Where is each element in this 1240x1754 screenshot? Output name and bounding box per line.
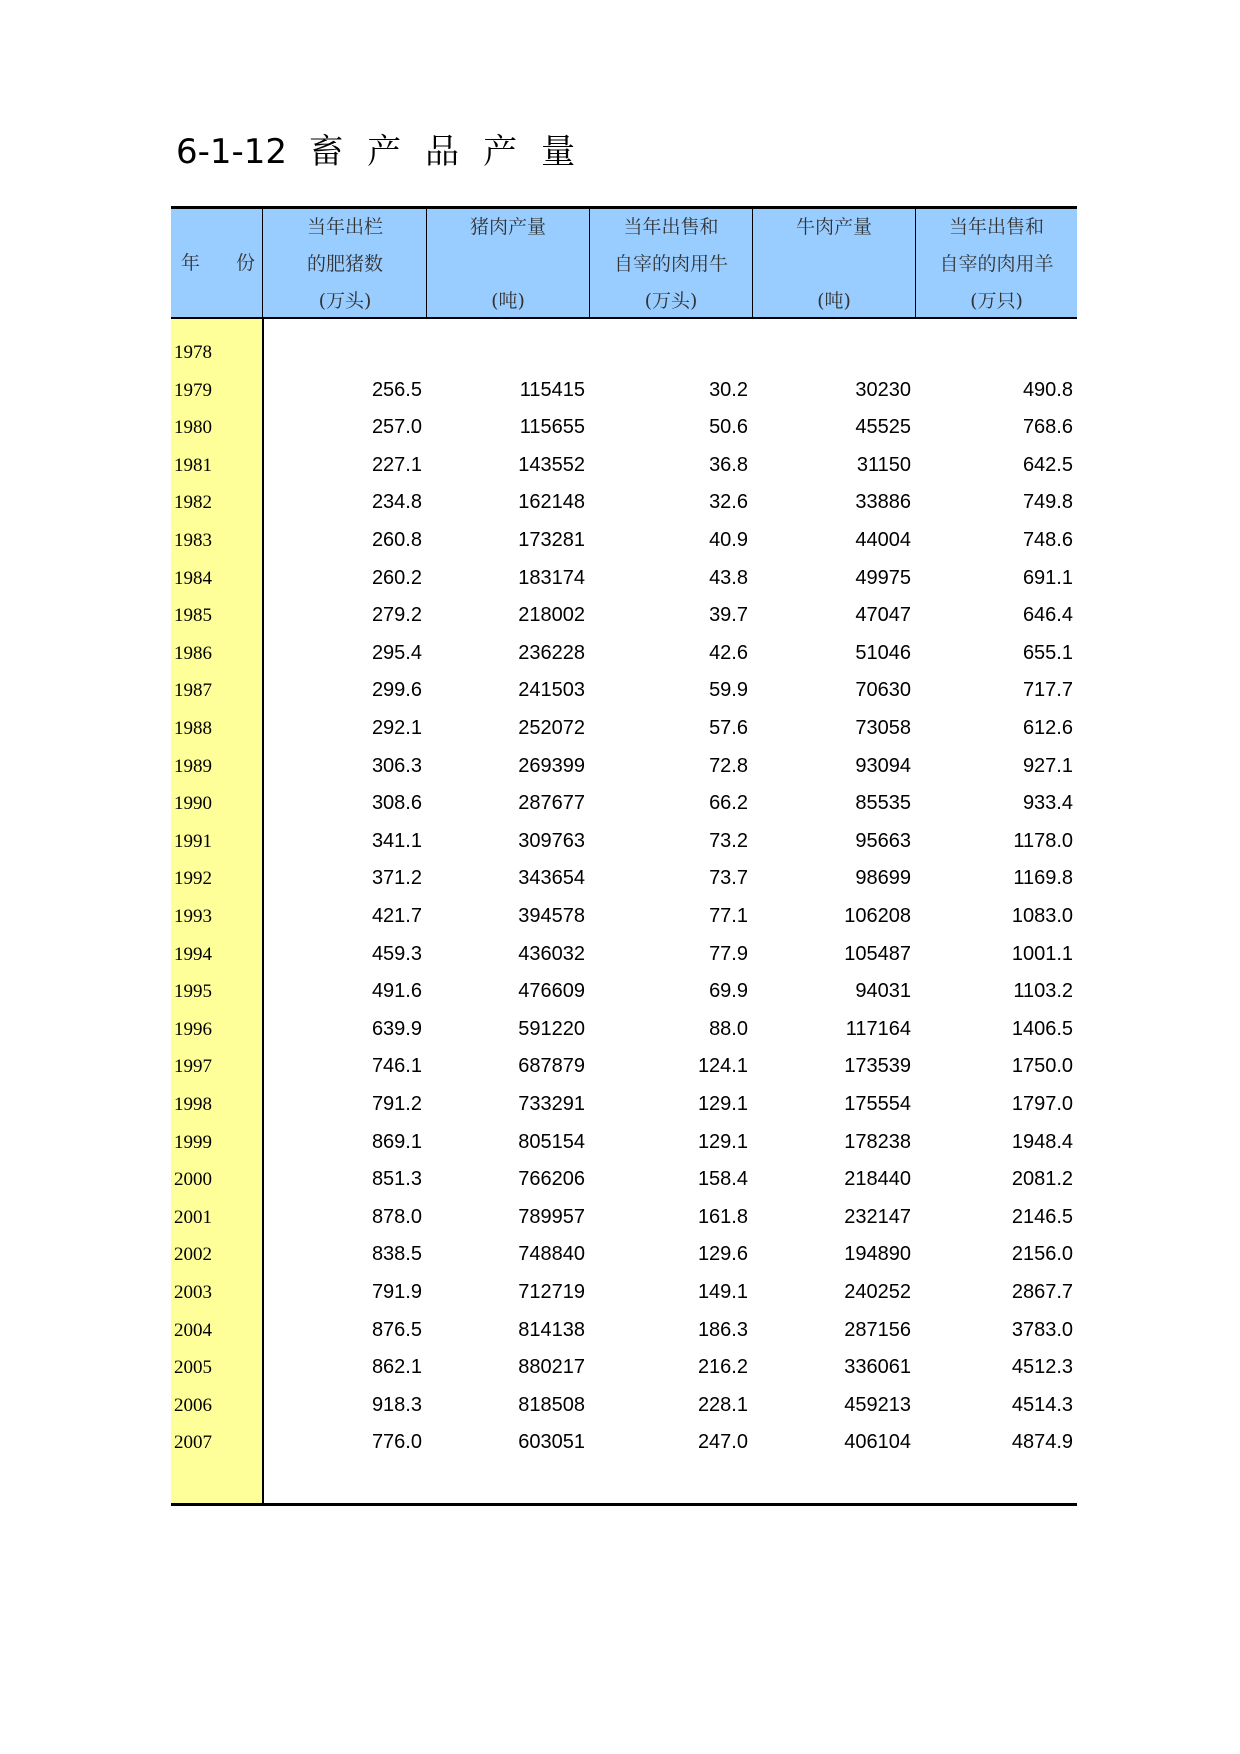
value-cell: 50.6 <box>709 416 748 439</box>
table-row <box>171 1312 1077 1349</box>
value-cell: 269399 <box>518 754 585 777</box>
value-cell: 106208 <box>844 905 911 927</box>
table-row <box>171 1349 1077 1386</box>
value-cell: 117164 <box>845 1017 911 1040</box>
value-cell: 1797.0 <box>1011 1093 1073 1115</box>
value-cell: 336061 <box>844 1356 911 1379</box>
value-cell: 655.1 <box>1022 641 1073 664</box>
value-cell <box>272 334 422 371</box>
value-cell: 591220 <box>518 1017 585 1040</box>
header-line: 自宰的肉用牛 <box>613 253 728 275</box>
table-row <box>171 597 1077 634</box>
value-cell: 47047 <box>855 604 911 627</box>
value-cell: 1169.8 <box>1013 867 1073 890</box>
table-name: 畜产品产量 <box>309 132 600 172</box>
header-rule <box>171 317 1077 319</box>
value-cell: 186.3 <box>697 1318 748 1341</box>
value-cell: 69.9 <box>709 980 748 1003</box>
year-cell: 2003 <box>174 1282 212 1303</box>
table-row <box>171 860 1077 897</box>
value-cell: 459.3 <box>371 942 422 965</box>
value-cell: 4512.3 <box>1011 1356 1073 1379</box>
header-unit: (万头) <box>318 290 372 312</box>
table-row <box>171 1424 1077 1461</box>
value-cell: 712719 <box>518 1281 585 1303</box>
value-cell: 343654 <box>518 867 585 890</box>
year-cell: 1981 <box>174 454 212 476</box>
value-cell <box>598 334 748 371</box>
value-cell: 4514.3 <box>1011 1393 1073 1416</box>
value-cell: 1750.0 <box>1011 1055 1073 1078</box>
table-row <box>171 785 1077 822</box>
value-cell: 876.5 <box>371 1318 422 1341</box>
value-cell: 2867.7 <box>1011 1281 1073 1303</box>
value-cell: 309763 <box>518 829 585 852</box>
value-cell: 805154 <box>518 1130 585 1153</box>
value-cell <box>435 334 585 371</box>
value-cell: 776.0 <box>371 1431 422 1454</box>
value-cell: 476609 <box>518 980 585 1003</box>
year-cell: 2002 <box>174 1244 212 1266</box>
header-unit: (万头) <box>644 290 698 312</box>
value-cell: 216.2 <box>697 1356 748 1379</box>
value-cell: 306.3 <box>371 754 422 777</box>
value-cell: 869.1 <box>371 1130 422 1153</box>
value-cell: 175554 <box>844 1093 911 1115</box>
value-cell: 1103.2 <box>1013 980 1073 1003</box>
table-row <box>171 898 1077 935</box>
value-cell: 612.6 <box>1022 717 1073 739</box>
year-cell: 1980 <box>174 417 212 439</box>
value-cell: 228.1 <box>697 1393 748 1416</box>
table-row <box>171 635 1077 672</box>
value-cell: 748.6 <box>1022 529 1073 551</box>
value-cell: 749.8 <box>1022 491 1073 514</box>
value-cell: 490.8 <box>1022 378 1073 401</box>
header-year-part: 份 <box>236 252 256 274</box>
header-line <box>753 246 915 283</box>
value-cell: 94031 <box>855 980 911 1003</box>
year-cell: 1992 <box>174 868 212 890</box>
value-cell: 194890 <box>844 1243 911 1266</box>
year-cell: 1994 <box>174 943 212 965</box>
header-col-cattle-sold <box>590 209 752 317</box>
table-row <box>171 1011 1077 1048</box>
value-cell: 371.2 <box>371 867 422 890</box>
value-cell: 42.6 <box>709 641 748 664</box>
year-cell: 2004 <box>174 1319 212 1341</box>
table-row <box>171 522 1077 559</box>
header-divider <box>752 209 753 317</box>
value-cell: 124.1 <box>697 1055 748 1078</box>
data-table <box>171 206 1077 1506</box>
year-cell: 1996 <box>174 1018 212 1040</box>
year-cell: 1986 <box>174 642 212 664</box>
year-cell: 1978 <box>174 342 212 363</box>
year-cell: 1999 <box>174 1131 212 1153</box>
value-cell: 70630 <box>855 679 911 702</box>
year-cell: 1989 <box>174 755 212 777</box>
header-line: 自宰的肉用羊 <box>939 253 1054 275</box>
value-cell: 57.6 <box>709 717 748 739</box>
value-cell: 862.1 <box>371 1356 422 1379</box>
year-cell: 1985 <box>174 605 212 627</box>
value-cell: 838.5 <box>371 1243 422 1266</box>
value-cell: 240252 <box>844 1281 911 1303</box>
value-cell: 2081.2 <box>1011 1168 1073 1191</box>
year-cell: 2005 <box>174 1357 212 1379</box>
header-unit: (吨) <box>817 290 851 312</box>
year-cell: 2001 <box>174 1206 212 1228</box>
value-cell: 1178.0 <box>1013 829 1073 852</box>
value-cell: 814138 <box>518 1318 585 1341</box>
value-cell: 791.9 <box>371 1281 422 1303</box>
table-code: 6-1-12 <box>176 132 288 172</box>
value-cell: 77.9 <box>709 942 748 965</box>
value-cell: 232147 <box>844 1205 911 1228</box>
value-cell: 241503 <box>518 679 585 702</box>
value-cell: 173281 <box>518 529 585 551</box>
value-cell: 717.7 <box>1022 679 1073 702</box>
header-year-part: 年 <box>181 252 201 274</box>
header-col-pigs-slaughtered <box>264 209 426 317</box>
page-title <box>176 124 599 173</box>
value-cell: 93094 <box>855 754 911 777</box>
year-cell: 1998 <box>174 1094 212 1115</box>
header-col-pork-output <box>427 209 589 317</box>
value-cell: 1406.5 <box>1011 1017 1073 1040</box>
value-cell: 789957 <box>518 1205 585 1228</box>
table-row <box>171 1199 1077 1236</box>
value-cell: 279.2 <box>371 604 422 627</box>
header-line: 的肥猪数 <box>306 253 383 275</box>
table-row <box>171 748 1077 785</box>
value-cell: 851.3 <box>371 1168 422 1191</box>
value-cell: 746.1 <box>371 1055 422 1078</box>
value-cell: 256.5 <box>371 378 422 401</box>
value-cell: 1083.0 <box>1011 905 1073 927</box>
year-cell: 2000 <box>174 1169 212 1191</box>
value-cell: 766206 <box>518 1168 585 1191</box>
value-cell: 733291 <box>518 1093 585 1115</box>
table-row <box>171 1086 1077 1123</box>
value-cell: 227.1 <box>371 453 422 476</box>
value-cell: 642.5 <box>1022 453 1073 476</box>
table-row <box>171 560 1077 597</box>
value-cell: 218440 <box>844 1168 911 1191</box>
year-cell: 1988 <box>174 718 212 739</box>
value-cell: 260.8 <box>371 529 422 551</box>
value-cell: 162148 <box>518 491 585 514</box>
value-cell: 287677 <box>518 792 585 815</box>
table-row <box>171 672 1077 709</box>
value-cell: 73.7 <box>709 867 748 890</box>
value-cell: 421.7 <box>371 905 422 927</box>
header-divider <box>915 209 916 317</box>
year-cell: 1982 <box>174 492 212 514</box>
value-cell: 295.4 <box>371 641 422 664</box>
value-cell: 66.2 <box>709 792 748 815</box>
header-line: 当年出售和 <box>623 216 719 238</box>
value-cell: 818508 <box>518 1393 585 1416</box>
value-cell: 218002 <box>518 604 585 627</box>
value-cell: 72.8 <box>709 754 748 777</box>
value-cell: 299.6 <box>371 679 422 702</box>
table-row <box>171 1048 1077 1085</box>
header-divider <box>262 209 263 317</box>
header-col-sheep-sold <box>916 209 1077 317</box>
header-line: 牛肉产量 <box>795 216 872 238</box>
value-cell: 341.1 <box>371 829 422 852</box>
value-cell: 768.6 <box>1022 416 1073 439</box>
value-cell: 927.1 <box>1022 754 1073 777</box>
value-cell: 98699 <box>855 867 911 890</box>
value-cell <box>923 334 1073 371</box>
value-cell: 143552 <box>518 453 585 476</box>
value-cell: 394578 <box>518 905 585 927</box>
value-cell: 878.0 <box>371 1205 422 1228</box>
value-cell: 260.2 <box>371 566 422 589</box>
value-cell: 95663 <box>855 829 911 852</box>
year-cell: 2006 <box>174 1394 212 1416</box>
value-cell: 2146.5 <box>1011 1205 1073 1228</box>
value-cell: 292.1 <box>371 717 422 739</box>
value-cell: 791.2 <box>371 1093 422 1115</box>
header-unit: (万只) <box>970 290 1023 312</box>
value-cell: 173539 <box>844 1055 911 1078</box>
value-cell: 748840 <box>518 1243 585 1266</box>
value-cell: 30230 <box>855 378 911 401</box>
value-cell: 639.9 <box>371 1017 422 1040</box>
value-cell: 49975 <box>855 566 911 589</box>
value-cell: 149.1 <box>697 1281 748 1303</box>
table-row <box>171 1124 1077 1161</box>
value-cell: 880217 <box>518 1356 585 1379</box>
table-row <box>171 409 1077 446</box>
value-cell: 105487 <box>844 942 911 965</box>
value-cell: 129.6 <box>697 1243 748 1266</box>
header-divider <box>426 209 427 317</box>
value-cell: 436032 <box>518 942 585 965</box>
value-cell: 31150 <box>856 453 911 476</box>
header-line: 当年出栏 <box>306 216 383 238</box>
table-row <box>171 1236 1077 1273</box>
value-cell: 3783.0 <box>1011 1318 1073 1341</box>
year-cell: 1979 <box>174 379 212 401</box>
value-cell: 77.1 <box>709 905 748 927</box>
header-line <box>427 246 589 283</box>
table-row <box>171 973 1077 1010</box>
value-cell: 2156.0 <box>1011 1243 1073 1266</box>
year-cell: 1991 <box>174 830 212 852</box>
year-cell: 1990 <box>174 793 212 815</box>
year-cell: 1995 <box>174 981 212 1003</box>
table-row <box>171 1161 1077 1198</box>
value-cell: 247.0 <box>697 1431 748 1454</box>
value-cell: 129.1 <box>697 1130 748 1153</box>
value-cell: 129.1 <box>697 1093 748 1115</box>
value-cell: 646.4 <box>1022 604 1073 627</box>
value-cell: 73058 <box>855 717 911 739</box>
value-cell: 236228 <box>518 641 585 664</box>
table-row <box>171 1387 1077 1424</box>
value-cell: 459213 <box>844 1393 911 1416</box>
value-cell: 40.9 <box>709 529 748 551</box>
value-cell: 257.0 <box>371 416 422 439</box>
header-line: 猪肉产量 <box>469 216 546 238</box>
table-row <box>171 484 1077 521</box>
bottom-rule <box>171 1503 1077 1506</box>
value-cell: 234.8 <box>371 491 422 514</box>
year-cell: 1997 <box>174 1056 212 1078</box>
value-cell: 1001.1 <box>1011 942 1073 965</box>
value-cell: 39.7 <box>709 604 748 627</box>
year-cell: 1983 <box>174 530 212 551</box>
value-cell: 33886 <box>855 491 911 514</box>
table-row <box>171 1274 1077 1311</box>
value-cell: 691.1 <box>1022 566 1073 589</box>
value-cell: 30.2 <box>709 378 748 401</box>
value-cell: 85535 <box>855 792 911 815</box>
value-cell: 158.4 <box>697 1168 748 1191</box>
value-cell: 406104 <box>844 1431 911 1454</box>
value-cell: 183174 <box>518 566 585 589</box>
value-cell: 603051 <box>518 1431 585 1454</box>
value-cell: 59.9 <box>709 679 748 702</box>
year-cell: 1987 <box>174 680 212 702</box>
value-cell: 32.6 <box>709 491 748 514</box>
table-row <box>171 936 1077 973</box>
header-divider <box>589 209 590 317</box>
value-cell: 252072 <box>518 717 585 739</box>
value-cell: 178238 <box>844 1130 911 1153</box>
value-cell: 44004 <box>855 529 911 551</box>
table-row <box>171 372 1077 409</box>
year-cell: 2007 <box>174 1432 212 1454</box>
value-cell: 491.6 <box>371 980 422 1003</box>
value-cell: 308.6 <box>371 792 422 815</box>
value-cell: 918.3 <box>371 1393 422 1416</box>
value-cell: 161.8 <box>697 1205 748 1228</box>
value-cell: 45525 <box>855 416 911 439</box>
table-row <box>171 447 1077 484</box>
value-cell: 51046 <box>855 641 911 664</box>
value-cell <box>761 334 911 371</box>
value-cell: 73.2 <box>709 829 748 852</box>
year-cell: 1984 <box>174 567 212 589</box>
value-cell: 115415 <box>519 378 585 401</box>
value-cell: 115655 <box>519 416 585 439</box>
value-cell: 4874.9 <box>1011 1431 1073 1454</box>
header-line: 当年出售和 <box>948 216 1044 238</box>
value-cell: 287156 <box>844 1318 911 1341</box>
value-cell: 88.0 <box>709 1017 748 1040</box>
header-unit: (吨) <box>491 290 525 312</box>
value-cell: 933.4 <box>1022 792 1073 815</box>
value-cell: 687879 <box>518 1055 585 1078</box>
value-cell: 43.8 <box>709 566 748 589</box>
value-cell: 1948.4 <box>1011 1130 1073 1153</box>
table-row <box>171 710 1077 747</box>
value-cell: 36.8 <box>709 453 748 476</box>
table-row <box>171 334 1077 371</box>
header-col-beef-output <box>753 209 915 317</box>
table-row <box>171 823 1077 860</box>
year-cell: 1993 <box>174 906 212 927</box>
